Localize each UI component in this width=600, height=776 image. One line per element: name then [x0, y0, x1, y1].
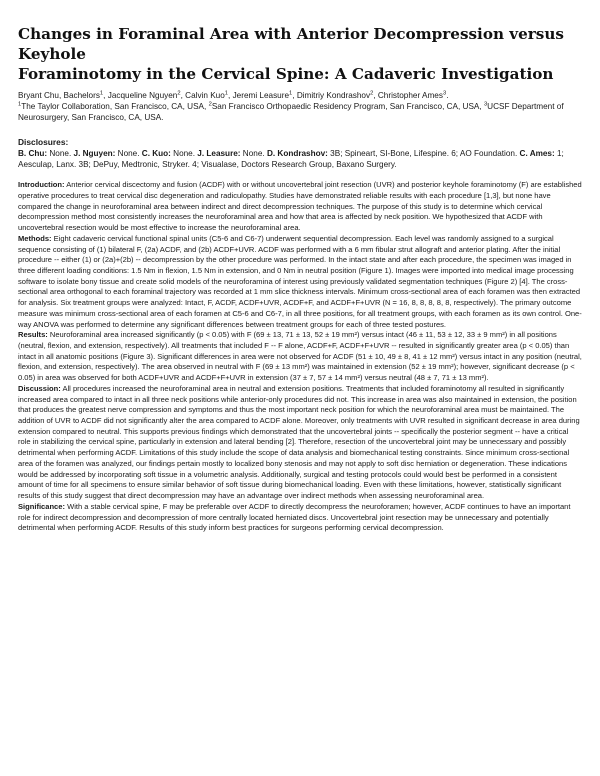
paper-title — [18, 24, 582, 84]
author: Jacqueline Nguyen$^2$, — [107, 90, 186, 100]
disclosures-heading: Disclosures: — [18, 136, 69, 147]
significance-paragraph: Significance: With a stable cervical spine, F may be preferable over ACDF to directly decompress the neuroforamen; however, ACDF continues to have an important role for indirect decompression and decompression of more centrally located herniated discs. Uncovertebral joint resection may be unnecessary and potentially detrimental when performing ACDF. Results of this study inform best practices for surgeons performing cervical decompression. — [18, 501, 571, 533]
author: Calvin Kuo$^1$, — [185, 90, 233, 100]
section-label: Discussion: — [18, 383, 61, 393]
methods-paragraph: Methods: Eight cadaveric cervical functional spinal units (C5-6 and C6-7) underwent sequential decompression. Each level was randomly assigned to a surgical sequence consisting of (1) bilateral F, (2a) ACDF, and (2b) ACDF+UVR. ACDF was performed with a 6 mm fibular strut allograft and anterior plating. After the initial procedure -- either (1) or (2a)+(2b) -- decompression by the other procedure was performed. In the intact state and after each procedure, the specimen was imaged in three different loading conditions: 1.5 Nm in flexion, 1.5 Nm in extension, and 0 Nm in neutral position (Figure 1). Images were imported into medical image processing software to isolate bony tissue and create solid models of the neuroforamina of interest using previously validated segmentation techniques (Figure 2) [4]. The cross-sectional area orthogonal to each foraminal trajectory was recorded at 1 mm slice thickness intervals. Minimum cross-sectional area of each foramen was then extracted for analysis. Six treatment groups were analyzed: Intact, F, ACDF, ACDF+UVR, ACDF+F, and ACDF+F+UVR (N = 16, 8, 8, 8, 8, 8, respectively). The primary outcome measure was minimum cross-sectional area of each foramen at C5-6 and C6-7, in all three positions, for all treatment groups, with each foramen as its own control. One-way ANOVA was performed to determine any significant differences between treatment groups for each of three tested postures. — [18, 233, 582, 329]
title-line-2: Foraminotomy in the Cervical Spine: A Cadaveric Investigation — [18, 65, 554, 83]
section-label: Methods: — [18, 233, 52, 243]
introduction-paragraph: Introduction: Anterior cervical discectomy and fusion (ACDF) with or without uncovertebral joint resection (UVR) and posterior keyhole foraminotomy (F) are established operative procedures to treat cervical disc degeneration and radiculopathy. Studies have demonstrated reliable results with each procedure [1,3], but none have compared the change in neuroforaminal area between indirect and direct decompression techniques. The purpose of this study is to determine which cervical decompression method most consistently increases the neuroforaminal area and how that area is affected by neck position. We hypothesized that ACDF with uncovertebral resection would be most effective to increase the neuroforaminal area. — [18, 180, 582, 233]
section-label: Results: — [18, 330, 48, 340]
section-label: Introduction: — [18, 180, 65, 190]
author: Bryant Chu, Bachelors$^1$, — [18, 90, 108, 100]
affiliations: $^1$The Taylor Collaboration, San Francisco, CA, USA, $^2$San Francisco Orthopaedic Residency Program, San Francisco, CA, USA, $^3$UCSF Department of Neurosurgery, San Francisco, CA, USA. — [18, 101, 564, 123]
author: Dimitriy Kondrashov$^2$, — [296, 90, 378, 100]
disclosures-text: B. Chu: None. J. Nguyen: None. C. Kuo: None. J. Leasure: None. D. Kondrashov: 3B; Spineart, SI-Bone, Lifespine. 6; AO Foundation. C. Ames: 1; Aesculap, Lanx. 3B; DePuy, Medtronic, Stryker. 4; Visualase, Doctors Research Group, Baxano Surgery. — [18, 148, 564, 170]
author: Christopher Ames$^3$. — [377, 90, 449, 100]
author: Jeremi Leasure$^1$, — [232, 90, 297, 100]
results-paragraph: Results: Neuroforaminal area increased significantly (p < 0.05) with F (69 ± 13, 71 ± 13, 52 ± 19 mm²) versus intact (46 ± 11, 53 ± 12, 33 ± 9 mm²) in all positions (neutral, flexion, and extension, respectively). All treatments that included F -- F alone, ACDF+F, ACDF+F+UVR -- resulted in significantly greater area (p < 0.05) than intact in all anatomic positions (Figure 3). Significant differences in area were not observed for ACDF (51 ± 10, 49 ± 8, 41 ± 12 mm²) versus intact in any position (neutral, flexion, and extension, respectively). The area observed in neutral with F (69 ± 13 mm²) was maintained in extension (52 ± 19 mm²); however, significant decrease (p < 0.05) in area was observed for both ACDF+UVR and ACDF+F+UVR in extension (37 ± 7, 57 ± 14 mm²) versus neutral (48 ± 7, 71 ± 13 mm²). — [18, 330, 582, 383]
author-list — [18, 90, 582, 101]
discussion-paragraph: Discussion: All procedures increased the neuroforaminal area in neutral and extension positions. Treatments that included foraminotomy all resulted in significantly increased area compared to intact in all three neck positions while anterior-only procedures did not. This increase in area was also maintained in extension, the position that produces the greatest nerve compression and symptoms and thus the most important neck position for which the neuroforaminal area must be maintained. The addition of UVR to ACDF did not significantly alter the area compared to ACDF alone. Moreover, only treatments with UVR resulted in significant decrease in area during extension compared to neutral. This supports previous findings which demonstrated that the uncovertebral joints -- specifically the posterior segment -- have a critical role in stabilizing the cervical spine, particularly in extension and lateral bending [2]. Therefore, resection of the uncovertebral joint may be unnecessary and possibly detrimental when performing ACDF. Limitations of this study include the scope of data analysis and biomechanical testing constraints. Since minimum cross-sectional area of the foramen was analyzed, our findings pertain mostly to localized bony stenosis and may not apply to soft disc herniation or degeneration. These indications would be addressed by incorporating soft tissue in a volumetric analysis. Additionally, surgical and testing protocols could would best be performed in a consistent amount of time for all specimens to ensure similar behavior of soft tissue during biomechanical loading. Even with these limitations, however, statistically significant results of this study suggest that direct decompression may have an advantage over indirect methods when assessing neuroforaminal area. — [18, 383, 580, 501]
abstract-body — [18, 180, 582, 534]
title-line-1: Changes in Foraminal Area with Anterior Decompression versus Keyhole — [18, 25, 564, 63]
section-label: Significance: — [18, 501, 65, 511]
